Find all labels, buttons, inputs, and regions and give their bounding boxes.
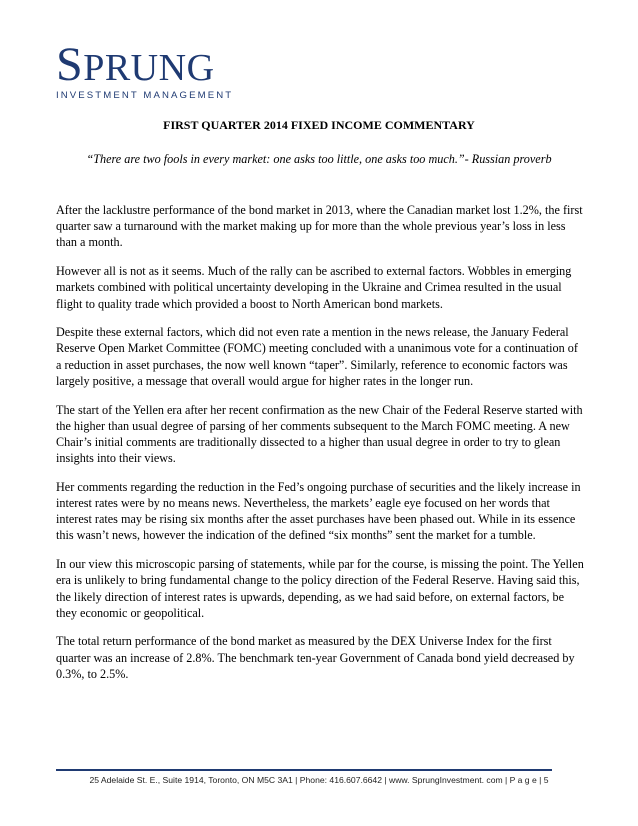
document-title: FIRST QUARTER 2014 FIXED INCOME COMMENTARY (163, 118, 475, 132)
logo-rest: PRUNG (83, 47, 215, 89)
paragraph: However all is not as it seems. Much of the rally can be ascribed to external factors. Wobbles in emerging markets combined with political uncertainty developing in the Ukraine and Crimea resulted in the usual flight to quality trade which provided a boost to North American bond markets. (56, 264, 572, 311)
paragraph: In our view this microscopic parsing of statements, while par for the course, is missing the point. The Yellen era is unlikely to bring fundamental change to the policy direction of the Federal Reserve. Having said this, the likely direction of interest rates is upwards, depending, as we had said before, on external factors, be they economic or geopolitical. (56, 557, 584, 620)
paragraph: The total return performance of the bond market as measured by the DEX Universe Index for the first quarter was an increase of 2.8%. The benchmark ten-year Government of Canada bond yield decreased by 0.3%, to 2.5%. (56, 634, 575, 681)
logo-subtitle: INVESTMENT MANAGEMENT (56, 90, 234, 101)
epigraph-quote: “There are two fools in every market: one asks too little, one asks too much.”- Russian proverb (86, 152, 552, 166)
page-footer: 25 Adelaide St. E., Suite 1914, Toronto, ON M5C 3A1 | Phone: 416.607.6642 | www. SprungInvestment. com | P a g e | 5 (89, 775, 549, 785)
paragraph: After the lacklustre performance of the bond market in 2013, where the Canadian market lost 1.2%, the first quarter saw a turnaround with the market making up for more than the whole previous year’s loss in less than a month. (56, 203, 583, 250)
company-logo (56, 38, 234, 101)
logo-initial: S (56, 38, 84, 91)
paragraph: Her comments regarding the reduction in the Fed’s ongoing purchase of securities and the likely increase in interest rates were by no means news. Nevertheless, the markets’ eagle eye focused on her words that interest rates may be rising six months after the asset purchases have been phased out. While in its essence this wasn’t news, however the indication of the defined “six months” sent the market for a tumble. (56, 479, 581, 543)
commentary-body (56, 202, 586, 695)
logo-wordmark (56, 38, 233, 91)
paragraph: The start of the Yellen era after her recent confirmation as the new Chair of the Federal Reserve started with the higher than usual degree of parsing of her comments subsequent to the March FOMC meeting. A new Chair’s initial comments are traditionally dissected to a higher than usual degree in order to try to glean insights into their views. (56, 402, 583, 466)
paragraph: Despite these external factors, which did not even rate a mention in the news release, the January Federal Reserve Open Market Committee (FOMC) meeting concluded with a unanimous vote for a continuation of a reduction in asset purchases, the now well known “taper”. Similarly, reference to economic factors was largely positive, a message that overall would argue for higher rates in the longer run. (56, 325, 578, 388)
footer-divider (56, 769, 552, 771)
